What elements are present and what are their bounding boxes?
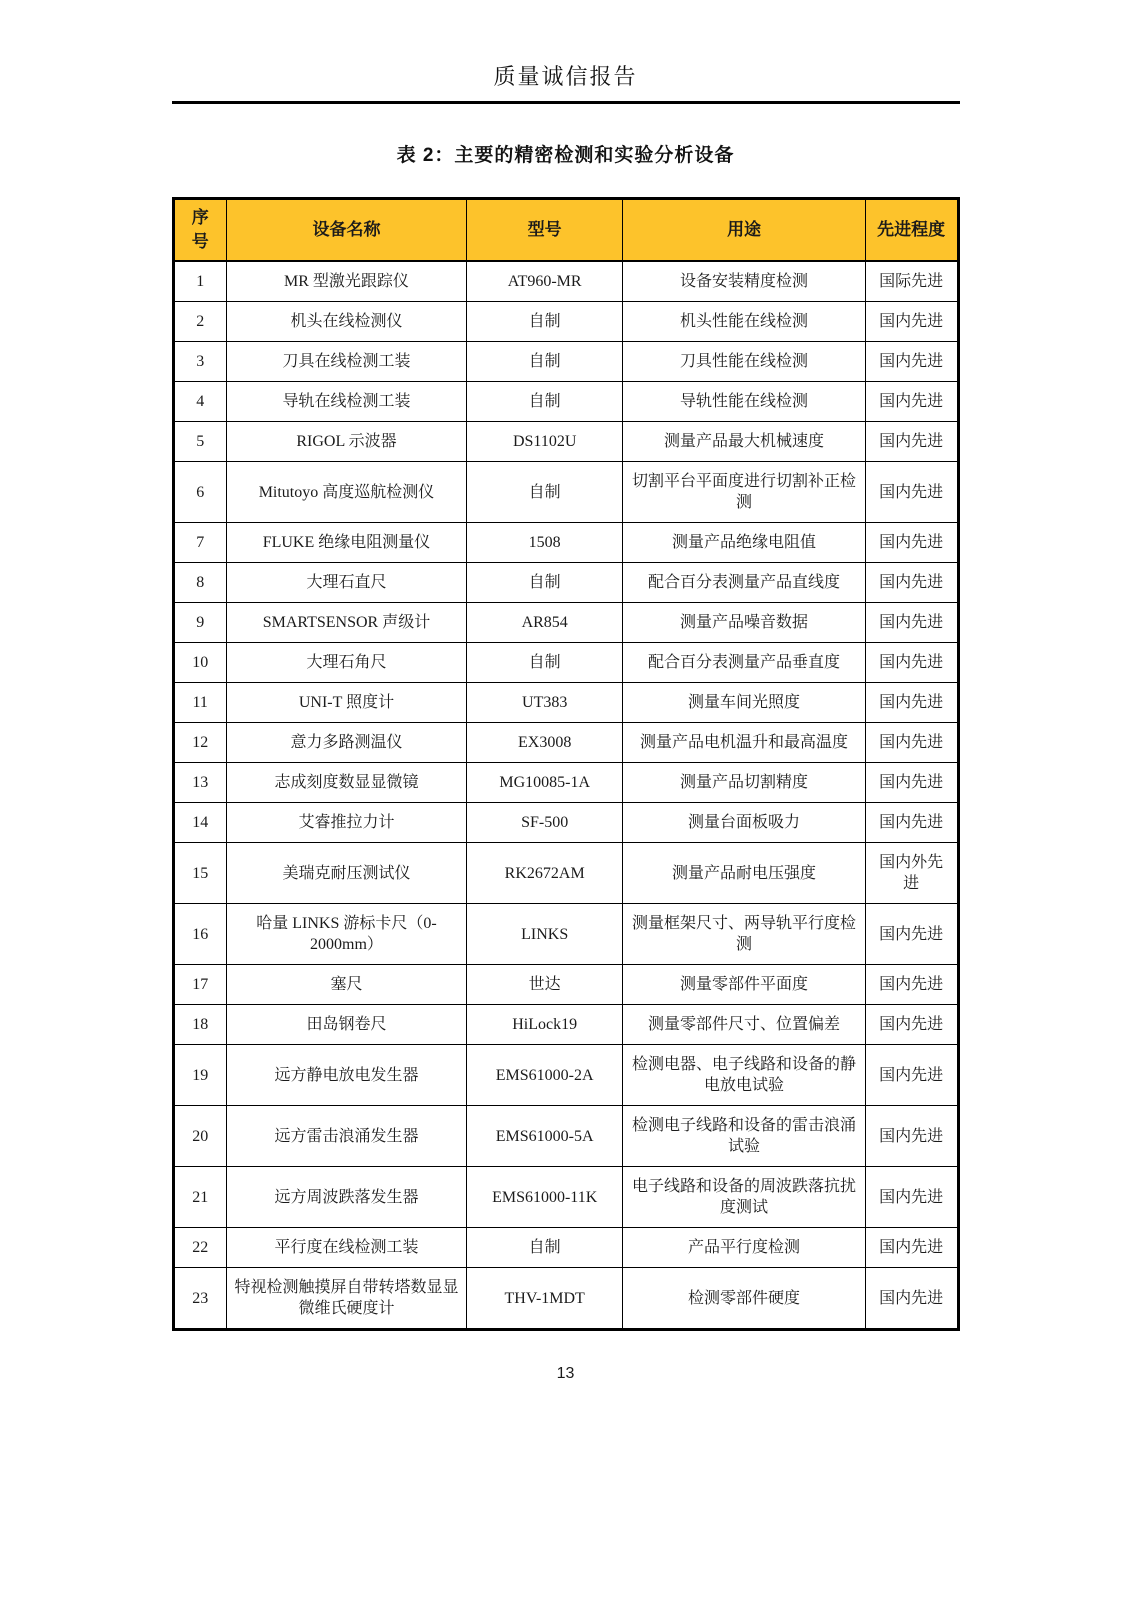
table-row	[173, 683, 958, 723]
table-row	[173, 1045, 958, 1106]
cell-advancement-level: 国内先进	[865, 723, 958, 763]
cell-equipment-name: 远方静电放电发生器	[226, 1045, 466, 1106]
cell-equipment-name: Mitutoyo 高度巡航检测仪	[226, 462, 466, 523]
page-content	[172, 62, 960, 1383]
cell-model: 1508	[467, 523, 623, 563]
table-row	[173, 843, 958, 904]
column-header-purpose: 用途	[623, 199, 866, 262]
cell-equipment-name: 特视检测触摸屏自带转塔数显显微维氏硬度计	[226, 1268, 466, 1330]
cell-equipment-name: 大理石直尺	[226, 563, 466, 603]
cell-model: MG10085-1A	[467, 763, 623, 803]
column-header-index: 序号	[173, 199, 226, 262]
cell-model: RK2672AM	[467, 843, 623, 904]
cell-advancement-level: 国内先进	[865, 904, 958, 965]
cell-advancement-level: 国内先进	[865, 683, 958, 723]
cell-index: 9	[173, 603, 226, 643]
cell-index: 7	[173, 523, 226, 563]
cell-index: 8	[173, 563, 226, 603]
cell-advancement-level: 国内外先进	[865, 843, 958, 904]
cell-index: 18	[173, 1005, 226, 1045]
cell-advancement-level: 国际先进	[865, 261, 958, 302]
cell-equipment-name: 远方雷击浪涌发生器	[226, 1106, 466, 1167]
column-header-advancement-level: 先进程度	[865, 199, 958, 262]
cell-equipment-name: MR 型激光跟踪仪	[226, 261, 466, 302]
table-row	[173, 422, 958, 462]
cell-advancement-level: 国内先进	[865, 1228, 958, 1268]
table-row	[173, 563, 958, 603]
table-row	[173, 643, 958, 683]
cell-equipment-name: 导轨在线检测工装	[226, 382, 466, 422]
cell-equipment-name: 塞尺	[226, 965, 466, 1005]
cell-model: EMS61000-11K	[467, 1167, 623, 1228]
cell-index: 16	[173, 904, 226, 965]
table-row	[173, 1106, 958, 1167]
cell-purpose: 测量零部件平面度	[623, 965, 866, 1005]
cell-equipment-name: 刀具在线检测工装	[226, 342, 466, 382]
cell-model: 自制	[467, 302, 623, 342]
table-row	[173, 904, 958, 965]
table-row	[173, 302, 958, 342]
cell-purpose: 测量产品噪音数据	[623, 603, 866, 643]
cell-index: 17	[173, 965, 226, 1005]
cell-advancement-level: 国内先进	[865, 1005, 958, 1045]
cell-model: AR854	[467, 603, 623, 643]
cell-model: 自制	[467, 342, 623, 382]
cell-index: 2	[173, 302, 226, 342]
cell-model: SF-500	[467, 803, 623, 843]
cell-equipment-name: UNI-T 照度计	[226, 683, 466, 723]
cell-index: 10	[173, 643, 226, 683]
cell-purpose: 电子线路和设备的周波跌落抗扰度测试	[623, 1167, 866, 1228]
cell-index: 12	[173, 723, 226, 763]
cell-equipment-name: FLUKE 绝缘电阻测量仪	[226, 523, 466, 563]
cell-model: EX3008	[467, 723, 623, 763]
table-caption: 表 2：主要的精密检测和实验分析设备	[396, 145, 735, 166]
cell-index: 1	[173, 261, 226, 302]
cell-purpose: 导轨性能在线检测	[623, 382, 866, 422]
cell-advancement-level: 国内先进	[865, 763, 958, 803]
cell-model: UT383	[467, 683, 623, 723]
table-row	[173, 523, 958, 563]
table-row	[173, 1005, 958, 1045]
cell-purpose: 检测电器、电子线路和设备的静电放电试验	[623, 1045, 866, 1106]
cell-purpose: 配合百分表测量产品垂直度	[623, 643, 866, 683]
cell-purpose: 测量产品最大机械速度	[623, 422, 866, 462]
cell-index: 4	[173, 382, 226, 422]
cell-advancement-level: 国内先进	[865, 523, 958, 563]
equipment-table	[172, 197, 960, 1331]
cell-index: 15	[173, 843, 226, 904]
cell-purpose: 测量零部件尺寸、位置偏差	[623, 1005, 866, 1045]
cell-equipment-name: 意力多路测温仪	[226, 723, 466, 763]
cell-index: 5	[173, 422, 226, 462]
cell-purpose: 测量车间光照度	[623, 683, 866, 723]
cell-advancement-level: 国内先进	[865, 342, 958, 382]
cell-equipment-name: 田岛钢卷尺	[226, 1005, 466, 1045]
cell-index: 13	[173, 763, 226, 803]
cell-model: EMS61000-5A	[467, 1106, 623, 1167]
cell-purpose: 配合百分表测量产品直线度	[623, 563, 866, 603]
cell-purpose: 切割平台平面度进行切割补正检测	[623, 462, 866, 523]
cell-equipment-name: SMARTSENSOR 声级计	[226, 603, 466, 643]
page-title: 质量诚信报告	[493, 64, 638, 89]
table-row	[173, 342, 958, 382]
cell-index: 22	[173, 1228, 226, 1268]
cell-advancement-level: 国内先进	[865, 302, 958, 342]
cell-index: 6	[173, 462, 226, 523]
cell-index: 14	[173, 803, 226, 843]
cell-purpose: 测量产品绝缘电阻值	[623, 523, 866, 563]
cell-model: 自制	[467, 1228, 623, 1268]
cell-advancement-level: 国内先进	[865, 1167, 958, 1228]
cell-equipment-name: 大理石角尺	[226, 643, 466, 683]
column-header-equipment-name: 设备名称	[226, 199, 466, 262]
table-row	[173, 1167, 958, 1228]
cell-model: EMS61000-2A	[467, 1045, 623, 1106]
cell-advancement-level: 国内先进	[865, 1106, 958, 1167]
page-number: 13	[556, 1365, 575, 1382]
table-row	[173, 1268, 958, 1330]
cell-advancement-level: 国内先进	[865, 422, 958, 462]
cell-advancement-level: 国内先进	[865, 1268, 958, 1330]
cell-advancement-level: 国内先进	[865, 462, 958, 523]
cell-advancement-level: 国内先进	[865, 803, 958, 843]
cell-purpose: 检测零部件硬度	[623, 1268, 866, 1330]
cell-index: 11	[173, 683, 226, 723]
cell-purpose: 测量框架尺寸、两导轨平行度检测	[623, 904, 866, 965]
cell-purpose: 测量产品电机温升和最高温度	[623, 723, 866, 763]
table-row	[173, 603, 958, 643]
cell-index: 19	[173, 1045, 226, 1106]
cell-index: 20	[173, 1106, 226, 1167]
table-row	[173, 261, 958, 302]
cell-advancement-level: 国内先进	[865, 965, 958, 1005]
table-row	[173, 965, 958, 1005]
table-row	[173, 723, 958, 763]
cell-index: 3	[173, 342, 226, 382]
table-row	[173, 382, 958, 422]
cell-purpose: 设备安装精度检测	[623, 261, 866, 302]
cell-index: 21	[173, 1167, 226, 1228]
cell-equipment-name: 哈量 LINKS 游标卡尺（0-2000mm）	[226, 904, 466, 965]
cell-advancement-level: 国内先进	[865, 1045, 958, 1106]
cell-purpose: 测量产品耐电压强度	[623, 843, 866, 904]
cell-model: 自制	[467, 382, 623, 422]
header-rule-divider	[172, 101, 960, 104]
cell-advancement-level: 国内先进	[865, 643, 958, 683]
cell-purpose: 产品平行度检测	[623, 1228, 866, 1268]
cell-model: HiLock19	[467, 1005, 623, 1045]
cell-purpose: 测量产品切割精度	[623, 763, 866, 803]
cell-model: THV-1MDT	[467, 1268, 623, 1330]
cell-model: 自制	[467, 563, 623, 603]
cell-model: DS1102U	[467, 422, 623, 462]
cell-model: 世达	[467, 965, 623, 1005]
cell-equipment-name: RIGOL 示波器	[226, 422, 466, 462]
cell-model: 自制	[467, 462, 623, 523]
column-header-model: 型号	[467, 199, 623, 262]
cell-purpose: 机头性能在线检测	[623, 302, 866, 342]
table-row	[173, 462, 958, 523]
cell-equipment-name: 艾睿推拉力计	[226, 803, 466, 843]
cell-purpose: 刀具性能在线检测	[623, 342, 866, 382]
cell-model: AT960-MR	[467, 261, 623, 302]
cell-equipment-name: 平行度在线检测工装	[226, 1228, 466, 1268]
cell-index: 23	[173, 1268, 226, 1330]
cell-advancement-level: 国内先进	[865, 563, 958, 603]
cell-model: LINKS	[467, 904, 623, 965]
table-body	[173, 261, 958, 1330]
cell-model: 自制	[467, 643, 623, 683]
cell-purpose: 测量台面板吸力	[623, 803, 866, 843]
cell-advancement-level: 国内先进	[865, 382, 958, 422]
cell-equipment-name: 机头在线检测仪	[226, 302, 466, 342]
cell-equipment-name: 远方周波跌落发生器	[226, 1167, 466, 1228]
table-row	[173, 803, 958, 843]
table-header-row	[173, 199, 958, 262]
table-row	[173, 763, 958, 803]
table-row	[173, 1228, 958, 1268]
cell-purpose: 检测电子线路和设备的雷击浪涌试验	[623, 1106, 866, 1167]
cell-equipment-name: 美瑞克耐压测试仪	[226, 843, 466, 904]
cell-equipment-name: 志成刻度数显显微镜	[226, 763, 466, 803]
cell-advancement-level: 国内先进	[865, 603, 958, 643]
